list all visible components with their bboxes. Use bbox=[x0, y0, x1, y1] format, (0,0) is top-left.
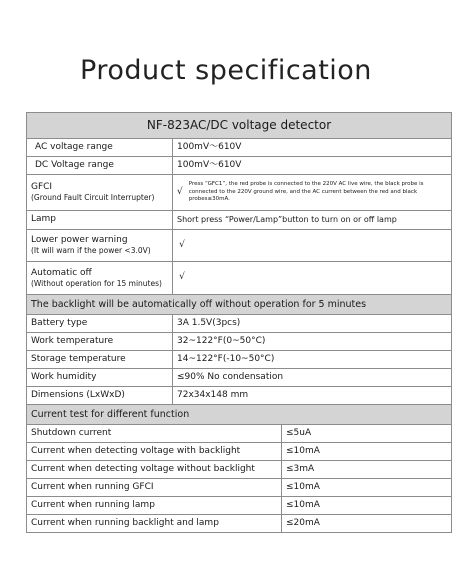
current-test-header-row bbox=[27, 405, 452, 425]
current-test-header: Current test for different function bbox=[27, 405, 452, 425]
spec-table bbox=[26, 112, 452, 533]
low-power-label: Lower power warning bbox=[31, 235, 128, 246]
low-power-check-mark: √ bbox=[179, 239, 185, 250]
current-value: ≤10mA bbox=[282, 443, 452, 461]
current-value: ≤10mA bbox=[282, 479, 452, 497]
table-row bbox=[27, 351, 452, 369]
table-row-gfci bbox=[27, 175, 452, 211]
spec-label: Work humidity bbox=[27, 369, 173, 387]
lamp-value: Short press “Power/Lamp”button to turn on or off lamp bbox=[173, 211, 452, 230]
table-row bbox=[27, 157, 452, 175]
current-label: Current when running backlight and lamp bbox=[27, 515, 282, 533]
gfci-sublabel: (Ground Fault Circuit Interrupter) bbox=[31, 193, 155, 203]
gfci-value-cell bbox=[173, 175, 452, 211]
spec-label: Storage temperature bbox=[27, 351, 173, 369]
spec-value: 32~122°F(0~50°C) bbox=[173, 333, 452, 351]
current-label: Shutdown current bbox=[27, 425, 282, 443]
gfci-note: Press “GFC1”, the red probe is connected to the 220V AC live wire, the black probe is connected to the 220V ground wire, and the AC current between the red and black probes≤30mA. bbox=[188, 180, 424, 203]
low-power-check-cell bbox=[173, 230, 452, 262]
backlight-note-row bbox=[27, 295, 452, 315]
auto-off-check-cell bbox=[173, 262, 452, 295]
current-value: ≤5uA bbox=[282, 425, 452, 443]
table-row bbox=[27, 461, 452, 479]
lamp-label: Lamp bbox=[27, 211, 173, 230]
spec-label: DC Voltage range bbox=[27, 157, 173, 175]
gfci-label-cell bbox=[27, 175, 173, 211]
page-title: Product specification bbox=[80, 55, 372, 86]
table-row bbox=[27, 333, 452, 351]
spec-label: Work temperature bbox=[27, 333, 173, 351]
spec-value: 3A 1.5V(3pcs) bbox=[173, 315, 452, 333]
table-row bbox=[27, 387, 452, 405]
current-value: ≤20mA bbox=[282, 515, 452, 533]
table-row-low-power bbox=[27, 230, 452, 262]
spec-value: 72x34x148 mm bbox=[173, 387, 452, 405]
table-row bbox=[27, 315, 452, 333]
auto-off-check-mark: √ bbox=[179, 272, 185, 283]
table-row bbox=[27, 425, 452, 443]
low-power-sublabel: (It will warn if the power <3.0V) bbox=[31, 246, 151, 256]
auto-off-label: Automatic off bbox=[31, 267, 92, 278]
table-row bbox=[27, 139, 452, 157]
table-row bbox=[27, 497, 452, 515]
current-label: Current when detecting voltage with backlight bbox=[27, 443, 282, 461]
spec-value: 14~122°F(-10~50°C) bbox=[173, 351, 452, 369]
product-model-header: NF-823AC/DC voltage detector bbox=[27, 113, 452, 139]
spec-table-container bbox=[26, 112, 451, 533]
table-row bbox=[27, 369, 452, 387]
table-row bbox=[27, 515, 452, 533]
gfci-label: GFCI bbox=[31, 182, 53, 193]
spec-label: Battery type bbox=[27, 315, 173, 333]
gfci-check-mark: √ bbox=[177, 186, 183, 197]
spec-label: AC voltage range bbox=[27, 139, 173, 157]
low-power-label-cell bbox=[27, 230, 173, 262]
table-row-lamp bbox=[27, 211, 452, 230]
table-row-auto-off bbox=[27, 262, 452, 295]
spec-value: ≤90% No condensation bbox=[173, 369, 452, 387]
spec-value: 100mV～610V bbox=[173, 139, 452, 157]
current-value: ≤3mA bbox=[282, 461, 452, 479]
auto-off-sublabel: (Without operation for 15 minutes) bbox=[31, 278, 162, 288]
current-label: Current when running lamp bbox=[27, 497, 282, 515]
table-header-row bbox=[27, 113, 452, 139]
current-label: Current when running GFCI bbox=[27, 479, 282, 497]
current-label: Current when detecting voltage without backlight bbox=[27, 461, 282, 479]
spec-value: 100mV～610V bbox=[173, 157, 452, 175]
current-value: ≤10mA bbox=[282, 497, 452, 515]
table-row bbox=[27, 479, 452, 497]
backlight-note: The backlight will be automatically off without operation for 5 minutes bbox=[27, 295, 452, 315]
auto-off-label-cell bbox=[27, 262, 173, 295]
table-row bbox=[27, 443, 452, 461]
spec-label: Dimensions (LxWxD) bbox=[27, 387, 173, 405]
